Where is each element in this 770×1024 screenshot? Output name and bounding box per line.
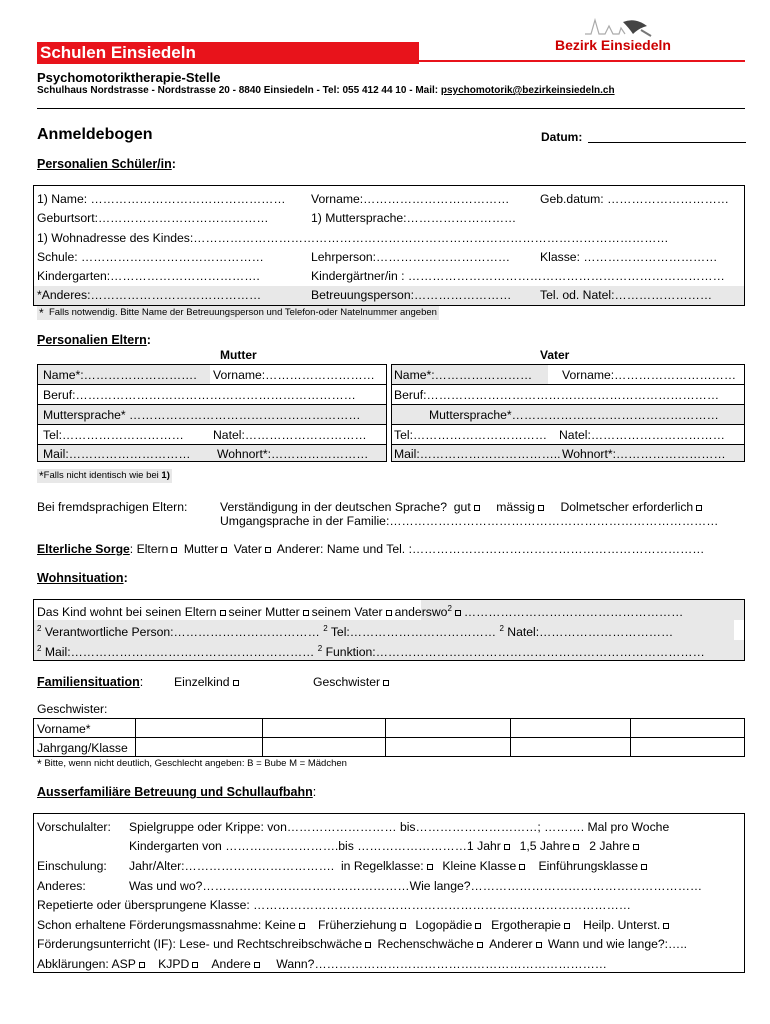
geschwister-label: Geschwister:: [37, 702, 108, 716]
geschwister-col-line: [510, 718, 511, 757]
mutter-tel[interactable]: Tel:…………………………: [43, 428, 184, 442]
fremd-verst: Verständigung in der deutschen Sprache? gut mässig Dolmetscher erforderlich: [220, 500, 705, 514]
regel-checkbox[interactable]: [427, 864, 433, 870]
wohn-row1: Das Kind wohnt bei seinen Eltern seiner Mutter seinem Vater anderswo$^2$ ………………………………………………: [37, 604, 684, 620]
ergo-checkbox[interactable]: [564, 923, 570, 929]
wohn-anderswo-checkbox[interactable]: [455, 610, 461, 616]
mutter-vorname[interactable]: Vorname:………………………: [213, 368, 375, 382]
abkl-andere-checkbox[interactable]: [254, 962, 260, 968]
dolmetscher-checkbox[interactable]: [696, 505, 702, 511]
mutter-mail[interactable]: Mail:…………………………: [43, 447, 191, 461]
anderes-label: Anderes:: [37, 879, 86, 893]
vorschul-label: Vorschulalter:: [37, 820, 111, 834]
wohn-mutter-checkbox[interactable]: [303, 610, 309, 616]
mutter-name[interactable]: Name*:……………………….: [43, 368, 197, 382]
datum-label: Datum:: [541, 130, 583, 144]
schueler-note: * Falls notwendig. Bitte Name der Betreuungsperson und Telefon-oder Natelnummer angeben: [39, 306, 437, 320]
geschwister-col-line: [630, 718, 631, 757]
sorge-mutter-checkbox[interactable]: [221, 547, 227, 553]
eltern-heading: Personalien Eltern:: [37, 333, 151, 347]
familie-heading: Familiensituation:: [37, 675, 144, 689]
einschulung-label: Einschulung:: [37, 859, 107, 873]
wohn-eltern-checkbox[interactable]: [220, 610, 226, 616]
schueler-klasse[interactable]: Klasse: ……………………………: [540, 250, 718, 264]
schueler-name[interactable]: 1) Name: …………………………………………: [37, 192, 286, 206]
vater-tel[interactable]: Tel:……………………………: [394, 428, 548, 442]
schueler-kindergarten[interactable]: Kindergarten:……………………………….: [37, 269, 260, 283]
sorge-vater-checkbox[interactable]: [265, 547, 271, 553]
betreuung-heading: Ausserfamiliäre Betreuung und Schullaufbahn:: [37, 785, 317, 799]
vater-sprache[interactable]: Muttersprache*……………………………………………: [429, 408, 719, 422]
vater-row-line: [391, 384, 745, 385]
if-row: Förderungsunterricht (IF): Lese- und Rechtschreibschwäche Rechenschwäche Anderer Wann und wie lange?:…..: [37, 937, 687, 951]
vater-mail[interactable]: Mail:……………………………..: [394, 447, 561, 461]
frueh-checkbox[interactable]: [400, 923, 406, 929]
geschwister-col-line: [135, 718, 136, 757]
mutter-beruf[interactable]: Beruf:……………………………………………………………: [43, 388, 356, 402]
kiga-1-checkbox[interactable]: [504, 844, 510, 850]
einzelkind: Einzelkind: [174, 675, 242, 689]
schueler-betreuung[interactable]: Betreuungsperson:……………………: [311, 288, 512, 302]
email-link[interactable]: psychomotorik@bezirkeinsiedeln.ch: [440, 85, 615, 96]
geschwister-col-line: [385, 718, 386, 757]
wohn-vater-checkbox[interactable]: [386, 610, 392, 616]
header-divider: [37, 108, 745, 109]
mutter-wohnort[interactable]: Wohnort*:……………………: [217, 447, 369, 461]
eltern-note: *Falls nicht identisch wie bei 1): [39, 469, 170, 483]
header-title: Schulen Einsiedeln: [40, 43, 196, 62]
wohn-heading: Wohnsituation:: [37, 571, 128, 585]
form-title: Anmeldebogen: [37, 126, 153, 143]
schueler-natel[interactable]: Tel. od. Natel:……………………: [540, 288, 713, 302]
logo-checkbox[interactable]: [475, 923, 481, 929]
vater-label: Vater: [540, 348, 570, 362]
address-text: Schulhaus Nordstrasse - Nordstrasse 20 - 8840 Einsiedeln - Tel: 055 412 44 10 - Mail:: [37, 85, 441, 96]
sorge-eltern-checkbox[interactable]: [171, 547, 177, 553]
spielgruppe[interactable]: Spielgruppe oder Krippe: von……………………… bis…………………………; ………. Mal pro Woche: [129, 820, 670, 834]
kjpd-checkbox[interactable]: [192, 962, 198, 968]
kindergarten-row: Kindergarten von ……………………….bis ………………………1 Jahr 1,5 Jahre 2 Jahre: [129, 839, 642, 853]
abkl-row: Abklärungen: ASP KJPD Andere Wann?………………………………………………………………: [37, 957, 607, 971]
klein-checkbox[interactable]: [519, 864, 525, 870]
schueler-sprache[interactable]: 1) Muttersprache:………………………: [311, 211, 517, 225]
lrs-checkbox[interactable]: [365, 942, 371, 948]
mutter-row-line: [37, 384, 387, 385]
schueler-schule[interactable]: Schule: ………………………………………: [37, 250, 264, 264]
mutter-natel[interactable]: Natel:…………………………: [213, 428, 367, 442]
wohn-row3[interactable]: $^2$ Mail:…………………………………………………… $^2$ Funktion:………………………………………………………………………: [37, 644, 705, 660]
schueler-anderes[interactable]: *Anderes:……………………………………: [37, 288, 262, 302]
kiga-2-checkbox[interactable]: [633, 844, 639, 850]
mutter-label: Mutter: [220, 348, 257, 362]
heilp-checkbox[interactable]: [663, 923, 669, 929]
org-address: [37, 85, 615, 96]
schueler-geburtsort[interactable]: Geburtsort:……………………………………: [37, 211, 269, 225]
vater-vorname[interactable]: Vorname:…………………………: [562, 368, 737, 382]
schueler-kgpers[interactable]: Kindergärtner/in : ……………………………………………………………………: [311, 269, 725, 283]
gut-checkbox[interactable]: [474, 505, 480, 511]
schueler-heading: Personalien Schüler/in:: [37, 157, 176, 171]
geschwister-vorname: Vorname*: [37, 722, 91, 736]
schueler-lehrperson[interactable]: Lehrperson:……………………………: [311, 250, 511, 264]
logo-text: Bezirk Einsiedeln: [555, 37, 671, 53]
geschwister-jahrgang: Jahrgang/Klasse: [37, 741, 128, 755]
mutter-sprache[interactable]: Muttersprache* …………………………………………………: [43, 408, 361, 422]
einf-checkbox[interactable]: [641, 864, 647, 870]
schueler-vorname[interactable]: Vorname:………………………………: [311, 192, 510, 206]
datum-field[interactable]: [588, 142, 746, 143]
keine-checkbox[interactable]: [299, 923, 305, 929]
vater-wohnort[interactable]: Wohnort*:………………………: [562, 447, 726, 461]
massig-checkbox[interactable]: [538, 505, 544, 511]
geschwister-row-line: [33, 737, 745, 738]
foerderung-row: Schon erhaltene Förderungsmassnahme: Keine Früherziehung Logopädie Ergotherapie Heilp. Unterst.: [37, 918, 672, 932]
vater-beruf[interactable]: Beruf:………………………………………………………………: [394, 388, 720, 402]
wohn-row2[interactable]: $^2$ Verantwortliche Person:……………………………… $^2$ Tel:……………………………… $^2$ Natel:……………………………: [37, 624, 674, 640]
fremd-label: Bei fremdsprachigen Eltern:: [37, 500, 188, 514]
geschwister-checkbox[interactable]: [383, 680, 389, 686]
einzelkind-checkbox[interactable]: [233, 680, 239, 686]
vater-natel[interactable]: Natel:……………………………: [559, 428, 725, 442]
waswo[interactable]: Was und wo?……………………………………………Wie lange?…………………………………………………: [129, 879, 703, 893]
geschwister-option: Geschwister: [313, 675, 392, 689]
einschulung-row: Jahr/Alter:………………………………. in Regelklasse: Kleine Klasse Einführungsklasse: [129, 859, 650, 873]
org-name: Psychomotoriktherapie-Stelle: [37, 70, 221, 85]
geschwister-col-line: [262, 718, 263, 757]
repetiert[interactable]: Repetierte oder übersprungene Klasse: …………………………………………………………………………………: [37, 898, 631, 912]
vater-row-line: [391, 424, 745, 425]
schueler-adresse[interactable]: 1) Wohnadresse des Kindes:………………………………………………………………………………………………………: [37, 231, 669, 245]
fremd-umgang[interactable]: Umgangsprache in der Familie:………………………………………………………………………: [220, 514, 719, 528]
kiga-15-checkbox[interactable]: [573, 844, 579, 850]
rechen-checkbox[interactable]: [477, 942, 483, 948]
asp-checkbox[interactable]: [139, 962, 145, 968]
sorge-row: Elterliche Sorge: Eltern Mutter Vater Anderer: Name und Tel. :………………………………………………………………: [37, 542, 705, 556]
familie-note: * Bitte, wenn nicht deutlich, Geschlecht angeben: B = Bube M = Mädchen: [37, 757, 347, 771]
header-red-line: [419, 60, 745, 62]
vater-name[interactable]: Name*:……………………: [394, 368, 533, 382]
schueler-geb[interactable]: Geb.datum: …………………………: [540, 192, 729, 206]
if-anderer-checkbox[interactable]: [536, 942, 542, 948]
mutter-row-line: [37, 424, 387, 425]
